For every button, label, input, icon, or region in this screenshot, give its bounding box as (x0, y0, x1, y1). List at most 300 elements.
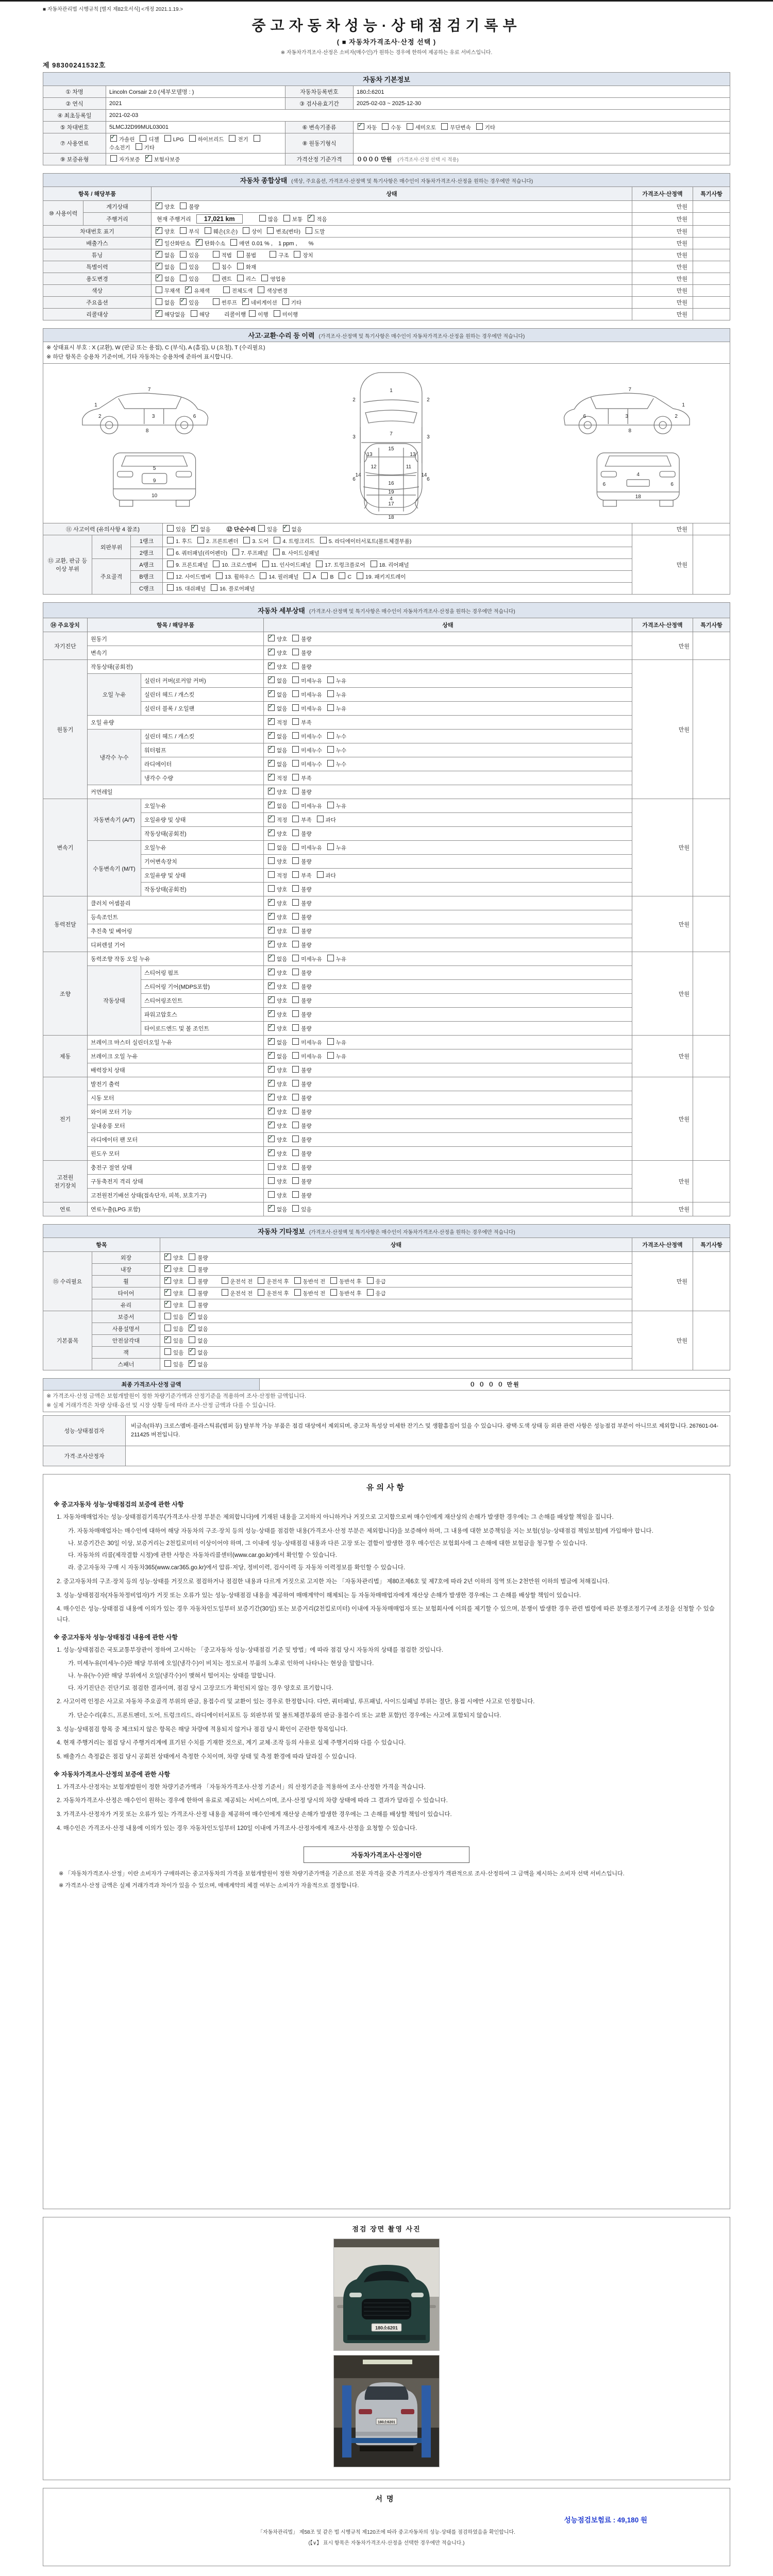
checkbox-있음[interactable] (164, 1348, 171, 1355)
checkbox-무단변속[interactable] (441, 123, 448, 130)
checkbox-운전석 후[interactable] (258, 1277, 264, 1284)
legend-line-1: ※ 상태표시 부호 : X (교환), W (판금 또는 용접), C (부식), A (흠집), U (요철), T (수리필요) (46, 345, 265, 351)
checkbox-3. 도어[interactable] (243, 537, 250, 544)
checkbox-label: 양호 (164, 204, 175, 210)
item-label: 스티어링조인트 (141, 994, 264, 1008)
checkbox-group (267, 984, 312, 990)
checkbox-색상변경[interactable] (258, 286, 264, 293)
checkbox-양호[interactable] (268, 1024, 275, 1031)
checkbox-label: 응급 (375, 1291, 386, 1297)
inspection-photo-rear (333, 2355, 440, 2467)
checkbox-불량[interactable] (189, 1289, 195, 1296)
checkbox-label: 디젤 (148, 137, 159, 143)
checkbox-불량[interactable] (292, 899, 299, 906)
checkbox-양호[interactable] (268, 927, 275, 934)
law-form-note: ■ 자동차관리법 시행규칙 [별지 제82호서식] <개정 2021.1.19.> (43, 7, 183, 12)
checkbox-탄화수소[interactable] (196, 239, 203, 246)
row-state (160, 1359, 632, 1370)
checkbox-양호[interactable] (156, 202, 162, 209)
checkbox-group (163, 1291, 208, 1297)
checkbox-부족[interactable] (292, 816, 299, 822)
checkbox-없음[interactable] (156, 298, 162, 305)
checkbox-10. 크로스멤버[interactable] (213, 561, 220, 567)
svg-text:7: 7 (147, 387, 151, 393)
checkbox-있음[interactable] (292, 1205, 299, 1212)
checkbox-운전석 전[interactable] (222, 1289, 228, 1296)
detail-row (43, 660, 730, 674)
checkbox-group (267, 1179, 312, 1185)
checkbox-양호[interactable] (268, 635, 275, 641)
checkbox-수동[interactable] (382, 123, 389, 130)
price-cell: 만원 (632, 535, 693, 595)
checkbox-양호[interactable] (268, 1094, 275, 1100)
checkbox-불량[interactable] (292, 857, 299, 864)
device-label: 동력전달 (43, 896, 88, 952)
checkbox-불량[interactable] (292, 663, 299, 669)
checkbox-15. 대쉬패널[interactable] (167, 584, 174, 591)
checkbox-양호[interactable] (164, 1289, 171, 1296)
checkbox-없음[interactable] (156, 251, 162, 258)
checkbox-양호[interactable] (268, 649, 275, 655)
checkbox-양호[interactable] (268, 941, 275, 947)
checkbox-13. 휠하우스[interactable] (216, 572, 223, 579)
checkbox-불량[interactable] (292, 913, 299, 920)
checkbox-7. 루프패널[interactable] (232, 549, 239, 555)
checkbox-미세누유[interactable] (292, 955, 299, 961)
row-state (264, 855, 632, 869)
checkbox-19. 패키지트레이[interactable] (357, 572, 363, 579)
checkbox-불량[interactable] (292, 885, 299, 892)
checkbox-양호[interactable] (164, 1253, 171, 1260)
checkbox-썬루프[interactable] (213, 298, 220, 305)
checkbox-18. 리어패널[interactable] (371, 561, 377, 567)
checkbox-누수[interactable] (327, 746, 334, 753)
checkbox-일산화탄소[interactable] (156, 239, 162, 246)
checkbox-있음[interactable] (180, 298, 187, 305)
checkbox-불량[interactable] (292, 996, 299, 1003)
checkbox-미세누유[interactable] (292, 802, 299, 808)
checkbox-양호[interactable] (164, 1265, 171, 1272)
checkbox-있음[interactable] (164, 1360, 171, 1367)
item-label: 잭 (92, 1347, 160, 1359)
checkbox-불량[interactable] (189, 1253, 195, 1260)
checkbox-미세누유[interactable] (292, 1052, 299, 1059)
checkbox-9. 프론트패널[interactable] (167, 561, 174, 567)
checkbox-미세누유[interactable] (292, 843, 299, 850)
checkbox-label: 불량 (197, 1291, 208, 1297)
checkbox-group (163, 1314, 208, 1320)
checkbox-양호[interactable] (268, 996, 275, 1003)
price-cell: 만원 (632, 297, 693, 309)
checkbox-불량[interactable] (189, 1277, 195, 1284)
checkbox-없음[interactable] (268, 1205, 275, 1212)
note-cell (693, 238, 730, 249)
checkbox-있음[interactable] (180, 275, 187, 281)
checkbox-label: 불량 (197, 1302, 208, 1309)
checkbox-불량[interactable] (292, 927, 299, 934)
checkbox-양호[interactable] (268, 969, 275, 975)
checkbox-12. 사이드멤버[interactable] (167, 572, 174, 579)
checkbox-없음[interactable] (268, 746, 275, 753)
checkbox-변조(변타)[interactable] (267, 227, 274, 234)
checkbox-있음[interactable] (180, 251, 187, 258)
item-label: 안전삼각대 (92, 1335, 160, 1347)
checkbox-label: 양호 (164, 229, 175, 235)
checkbox-불량[interactable] (292, 1149, 299, 1156)
checkbox-group (267, 1040, 346, 1046)
checkbox-양호[interactable] (268, 982, 275, 989)
checkbox-적정[interactable] (268, 718, 275, 725)
checkbox-렌트[interactable] (213, 275, 220, 281)
checkbox-자동[interactable] (358, 123, 364, 130)
checkbox-미세누유[interactable] (292, 1038, 299, 1045)
overall-row (43, 309, 730, 320)
overall-row (43, 297, 730, 309)
checkbox-2. 프론트펜더[interactable] (197, 537, 204, 544)
price-cell: 만원 (632, 238, 693, 249)
section-title-note: (가격조사·산정액 및 특기사항은 매수인이 자동차가격조사·산정을 원하는 경우에만 적습니다) (309, 1230, 515, 1236)
checkbox-가솔린[interactable] (110, 135, 117, 142)
checkbox-불량[interactable] (292, 1108, 299, 1114)
checkbox-동반석 전[interactable] (294, 1277, 301, 1284)
checkbox-있음[interactable] (164, 1336, 171, 1343)
checkbox-불량[interactable] (292, 1191, 299, 1198)
checkbox-없음[interactable] (268, 843, 275, 850)
item-label: 브레이크 오일 누유 (88, 1049, 264, 1063)
col-header-price: 가격조사·산정액 (632, 187, 693, 201)
checkbox-미세누수[interactable] (292, 732, 299, 739)
checkbox-기타[interactable] (282, 298, 289, 305)
checkbox-불량[interactable] (292, 1094, 299, 1100)
checkbox-label: 6. 쿼터패널(리어펜더) (176, 550, 227, 557)
checkbox-적정[interactable] (268, 871, 275, 878)
checkbox-있음[interactable] (180, 263, 187, 269)
checkbox-미세누수[interactable] (292, 746, 299, 753)
checkbox-group (155, 252, 199, 259)
checkbox-응급[interactable] (367, 1277, 374, 1284)
checkbox-있음[interactable] (167, 525, 174, 532)
price-cell: 만원 (632, 1161, 693, 1202)
checkbox-없음[interactable] (283, 525, 290, 532)
checkbox-group (267, 942, 312, 948)
checkbox-있음[interactable] (164, 1313, 171, 1319)
checkbox-없음[interactable] (268, 1052, 275, 1059)
checkbox-리스[interactable] (237, 275, 244, 281)
checkbox-부족[interactable] (292, 718, 299, 725)
checkbox-label: 응급 (375, 1279, 386, 1285)
checkbox-불량[interactable] (292, 1080, 299, 1087)
checkbox-적정[interactable] (268, 816, 275, 822)
checkbox-불량[interactable] (292, 649, 299, 655)
page-subtitle: ( ■ 자동차가격조사·산정 선택 ) (337, 38, 436, 46)
checkbox-디젤[interactable] (140, 135, 146, 142)
checkbox-C[interactable] (339, 572, 345, 579)
checkbox-label: 누유 (335, 845, 347, 852)
checkbox-양호[interactable] (268, 1108, 275, 1114)
checkbox-group (222, 288, 288, 294)
checkbox-없음[interactable] (268, 690, 275, 697)
item-label: 디퍼렌셜 기어 (88, 938, 264, 952)
checkbox-불량[interactable] (189, 1301, 195, 1308)
checkbox-해당없음[interactable] (156, 310, 162, 317)
checkbox-1. 후드[interactable] (167, 537, 174, 544)
checkbox-누수[interactable] (327, 732, 334, 739)
checkbox-label: 보험사보증 (154, 157, 180, 163)
checkbox-무채색[interactable] (156, 286, 162, 293)
checkbox-자가보증[interactable] (110, 155, 117, 162)
checkbox-양호[interactable] (268, 1177, 275, 1184)
checkbox-5. 라디에이터서포트(볼트체결부품)[interactable] (320, 537, 327, 544)
checkbox-없음[interactable] (156, 263, 162, 269)
checkbox-양호[interactable] (268, 1010, 275, 1017)
checkbox-이행[interactable] (249, 310, 256, 317)
checkbox-불량[interactable] (292, 1066, 299, 1073)
checkbox-적음[interactable] (308, 215, 314, 222)
checkbox-부족[interactable] (292, 871, 299, 878)
rank-label: B랭크 (131, 571, 163, 583)
checkbox-부족[interactable] (292, 774, 299, 781)
checkbox-화재[interactable] (237, 263, 244, 269)
checkbox-세미오토[interactable] (407, 123, 413, 130)
checkbox-없음[interactable] (189, 1325, 195, 1331)
checkbox-label: 양호 (277, 1193, 288, 1199)
checkbox-보통[interactable] (283, 215, 290, 222)
checkbox-양호[interactable] (268, 829, 275, 836)
checkbox-불량[interactable] (292, 969, 299, 975)
notice-box-line: ※ 가격조사·산정 금액은 실제 거래가격과 차이가 있을 수 있으며, 매매계약의 체결 여부는 소비자가 자율적으로 결정합니다. (59, 1883, 359, 1889)
checkbox-없음[interactable] (191, 525, 198, 532)
checkbox-장치[interactable] (294, 251, 300, 258)
checkbox-양호[interactable] (268, 1136, 275, 1142)
checkbox-동반석 후[interactable] (330, 1289, 337, 1296)
notice-line: 2. 중고자동차의 구조·장치 등의 성능·상태를 거짓으로 점검하거나 점검한 내용과 다르게 거짓으로 고지한 자는 「자동차관리법」 제80조제6호 및 제7호에 따라 2년 이하의 징역 또는 2천만원 이하의 벌금에 처해집니다. (57, 1578, 610, 1585)
checkbox-누수[interactable] (327, 760, 334, 767)
checkbox-불량[interactable] (292, 635, 299, 641)
checkbox-응급[interactable] (367, 1289, 374, 1296)
checkbox-양호[interactable] (164, 1301, 171, 1308)
checkbox-label: 불량 (301, 1095, 312, 1102)
checkbox-수소전기[interactable] (254, 135, 260, 142)
checkbox-불량[interactable] (292, 1010, 299, 1017)
checkbox-양호[interactable] (268, 1066, 275, 1073)
checkbox-label: 해당없음 (164, 312, 186, 318)
checkbox-미세누수[interactable] (292, 760, 299, 767)
checkbox-label: 불량 (301, 887, 312, 893)
state-parts (155, 312, 298, 318)
checkbox-label: 보통 (292, 216, 303, 223)
checkbox-없음[interactable] (268, 1038, 275, 1045)
checkbox-있음[interactable] (164, 1325, 171, 1331)
checkbox-있음[interactable] (258, 525, 265, 532)
checkbox-label: 불량 (301, 1081, 312, 1088)
checkbox-group (267, 1165, 312, 1171)
checkbox-부식[interactable] (180, 227, 187, 234)
checkbox-양호[interactable] (268, 1080, 275, 1087)
checkbox-label: 불량 (189, 204, 199, 210)
checkbox-누유[interactable] (327, 704, 334, 711)
checkbox-없음[interactable] (189, 1313, 195, 1319)
checkbox-매연[interactable] (230, 239, 237, 246)
checkbox-누유[interactable] (327, 802, 334, 808)
checkbox-양호[interactable] (268, 1191, 275, 1198)
checkbox-양호[interactable] (268, 1149, 275, 1156)
checkbox-운전석 전[interactable] (222, 1277, 228, 1284)
checkbox-양호[interactable] (268, 857, 275, 864)
checkbox-누유[interactable] (327, 955, 334, 961)
checkbox-16. 플로어패널[interactable] (211, 584, 217, 591)
checkbox-없음[interactable] (268, 760, 275, 767)
checkbox-많음[interactable] (259, 215, 266, 222)
checkbox-보험사보증[interactable] (145, 155, 152, 162)
checkbox-없음[interactable] (268, 704, 275, 711)
checkbox-구조[interactable] (270, 251, 276, 258)
checkbox-누유[interactable] (327, 1052, 334, 1059)
notice-line: 나. 누유(누수)란 해당 부위에서 오일(냉각수)이 맺혀서 떨어지는 상태를 말합니다. (68, 1672, 276, 1679)
checkbox-label: 불량 (301, 1123, 312, 1130)
item-label: 발전기 출력 (88, 1077, 264, 1091)
inspection-photo-front (333, 2239, 440, 2351)
checkbox-누유[interactable] (327, 676, 334, 683)
checkbox-label: 있음 (173, 1326, 184, 1333)
checkbox-운전석 후[interactable] (258, 1289, 264, 1296)
row-label: 용도변경 (43, 273, 152, 285)
svg-text:13: 13 (366, 452, 373, 458)
checkbox-불량[interactable] (292, 1177, 299, 1184)
checkbox-양호[interactable] (268, 663, 275, 669)
checkbox-동반석 후[interactable] (330, 1277, 337, 1284)
checkbox-불량[interactable] (189, 1265, 195, 1272)
checkbox-11. 인사이드패널[interactable] (262, 561, 269, 567)
checkbox-하이브리드[interactable] (189, 135, 196, 142)
checkbox-미이행[interactable] (274, 310, 280, 317)
checkbox-label: 미세누수 (301, 761, 322, 768)
checkbox-양호[interactable] (268, 913, 275, 920)
checkbox-14. 필러패널[interactable] (260, 572, 266, 579)
notice-line: 4. 매수인은 가격조사·산정 내용에 이의가 있는 경우 자동차인도일부터 120일 이내에 가격조사·산정자에게 재조사·산정을 요청할 수 있습니다. (57, 1825, 417, 1832)
checkbox-LPG[interactable] (164, 135, 171, 142)
checkbox-없음[interactable] (156, 275, 162, 281)
checkbox-기타[interactable] (136, 143, 142, 150)
checkbox-영업용[interactable] (261, 275, 268, 281)
field-value-first-registration: 2021-02-03 (106, 110, 730, 122)
checkbox-불량[interactable] (292, 1163, 299, 1170)
checkbox-전체도색[interactable] (223, 286, 230, 293)
checkbox-label: 변조(변타) (276, 229, 301, 235)
checkbox-label: 적법 (221, 252, 232, 259)
notice-line: 4. 매수인은 성능·상태점검 내용에 이의가 있는 경우 자동차인도일부터 보증기간(30일) 또는 보증거리(2천킬로미터) 이내에 자동차매매업자 또는 보험회사에 이의를 제기할 수 있으며, 분쟁이 발생한 경우 관련 법령에 따른 분쟁조정기구에 조정을 신청할 수 있습니다. (57, 1606, 715, 1623)
checkbox-양호[interactable] (156, 227, 162, 234)
page-title: 중고자동차성능·상태점검기록부 (251, 18, 522, 33)
checkbox-label: 5. 라디에이터서포트(볼트체결부품) (328, 538, 412, 545)
checkbox-label: 양호 (277, 887, 288, 893)
checkbox-label: 기타 (291, 300, 302, 306)
checkbox-양호[interactable] (268, 1122, 275, 1128)
checkbox-미세누유[interactable] (292, 676, 299, 683)
checkbox-불량[interactable] (292, 788, 299, 794)
checkbox-없음[interactable] (189, 1348, 195, 1355)
checkbox-없음[interactable] (268, 732, 275, 739)
checkbox-도말[interactable] (306, 227, 312, 234)
checkbox-8. 사이드실패널[interactable] (273, 549, 280, 555)
checkbox-침수[interactable] (213, 263, 220, 269)
checkbox-동반석 전[interactable] (294, 1289, 301, 1296)
checkbox-누유[interactable] (327, 1038, 334, 1045)
col-header-remark: 특기사항 (693, 1238, 730, 1252)
checkbox-적법[interactable] (213, 251, 220, 258)
checkbox-4. 트렁크리드[interactable] (274, 537, 280, 544)
checkbox-기타[interactable] (476, 123, 483, 130)
section-etc-info (43, 1224, 730, 1370)
col-header-remark: 특기사항 (693, 187, 730, 201)
etc-row (43, 1299, 730, 1311)
checkbox-과다[interactable] (317, 816, 324, 822)
checkbox-훼손(오손)[interactable] (205, 227, 211, 234)
checkbox-양호[interactable] (164, 1277, 171, 1284)
final-price-label: 최종 가격조사·산정 금액 (43, 1379, 260, 1391)
notice-line: 1. 성능·상태점검은 국토교통부장관이 정하여 고시하는 「중고자동차 성능·상태점검 기준 및 방법」에 따라 점검 당시 자동차의 상태를 점검한 것입니다. (57, 1647, 443, 1653)
checkbox-불법[interactable] (237, 251, 244, 258)
checkbox-17. 트렁크플로어[interactable] (316, 561, 323, 567)
checkbox-누유[interactable] (327, 843, 334, 850)
row-state (264, 1175, 632, 1189)
checkbox-유채색[interactable] (185, 286, 192, 293)
checkbox-없음[interactable] (268, 955, 275, 961)
checkbox-없음[interactable] (268, 802, 275, 808)
checkbox-label: 미이행 (282, 312, 298, 318)
checkbox-양호[interactable] (268, 1163, 275, 1170)
checkbox-전기[interactable] (229, 135, 236, 142)
checkbox-label: 누수 (335, 734, 347, 740)
checkbox-과다[interactable] (317, 871, 324, 878)
note-cell (693, 632, 730, 660)
checkbox-불량[interactable] (292, 1136, 299, 1142)
checkbox-group (267, 887, 312, 893)
field-label-first-registration: ④ 최초등록일 (43, 110, 106, 122)
checkbox-불량[interactable] (292, 1024, 299, 1031)
checkbox-미세누유[interactable] (292, 704, 299, 711)
final-note-2: ※ 실제 거래가격은 차량 상태·옵션 및 시장 상황 등에 따라 조사·산정 금액과 다를 수 있습니다. (46, 1402, 276, 1409)
row-state (264, 883, 632, 896)
checkbox-B[interactable] (321, 572, 328, 579)
checkbox-불량[interactable] (292, 1122, 299, 1128)
checkbox-양호[interactable] (268, 885, 275, 892)
svg-text:18: 18 (388, 514, 394, 520)
checkbox-label: 양호 (173, 1255, 184, 1262)
sub-group-label: 냉각수 누수 (88, 730, 141, 785)
checkbox-양호[interactable] (268, 788, 275, 794)
checkbox-불량[interactable] (292, 829, 299, 836)
checkbox-label: 부족 (301, 817, 312, 824)
checkbox-적정[interactable] (268, 774, 275, 781)
checkbox-없음[interactable] (189, 1360, 195, 1367)
checkbox-해당[interactable] (191, 310, 197, 317)
checkbox-불량[interactable] (292, 982, 299, 989)
checkbox-없음[interactable] (189, 1336, 195, 1343)
checkbox-불량[interactable] (180, 202, 187, 209)
checkbox-네비게이션[interactable] (242, 298, 249, 305)
checkbox-6. 쿼터패널(리어펜더)[interactable] (167, 549, 174, 555)
checkbox-불량[interactable] (292, 941, 299, 947)
checkbox-상이[interactable] (243, 227, 249, 234)
checkbox-label: 3. 도어 (252, 538, 269, 545)
checkbox-A[interactable] (304, 572, 310, 579)
checkbox-label: 운전석 전 (230, 1279, 253, 1285)
checkbox-label: 유채색 (194, 288, 210, 294)
checkbox-양호[interactable] (268, 899, 275, 906)
checkbox-미세누유[interactable] (292, 690, 299, 697)
checkbox-누유[interactable] (327, 690, 334, 697)
checkbox-없음[interactable] (268, 676, 275, 683)
